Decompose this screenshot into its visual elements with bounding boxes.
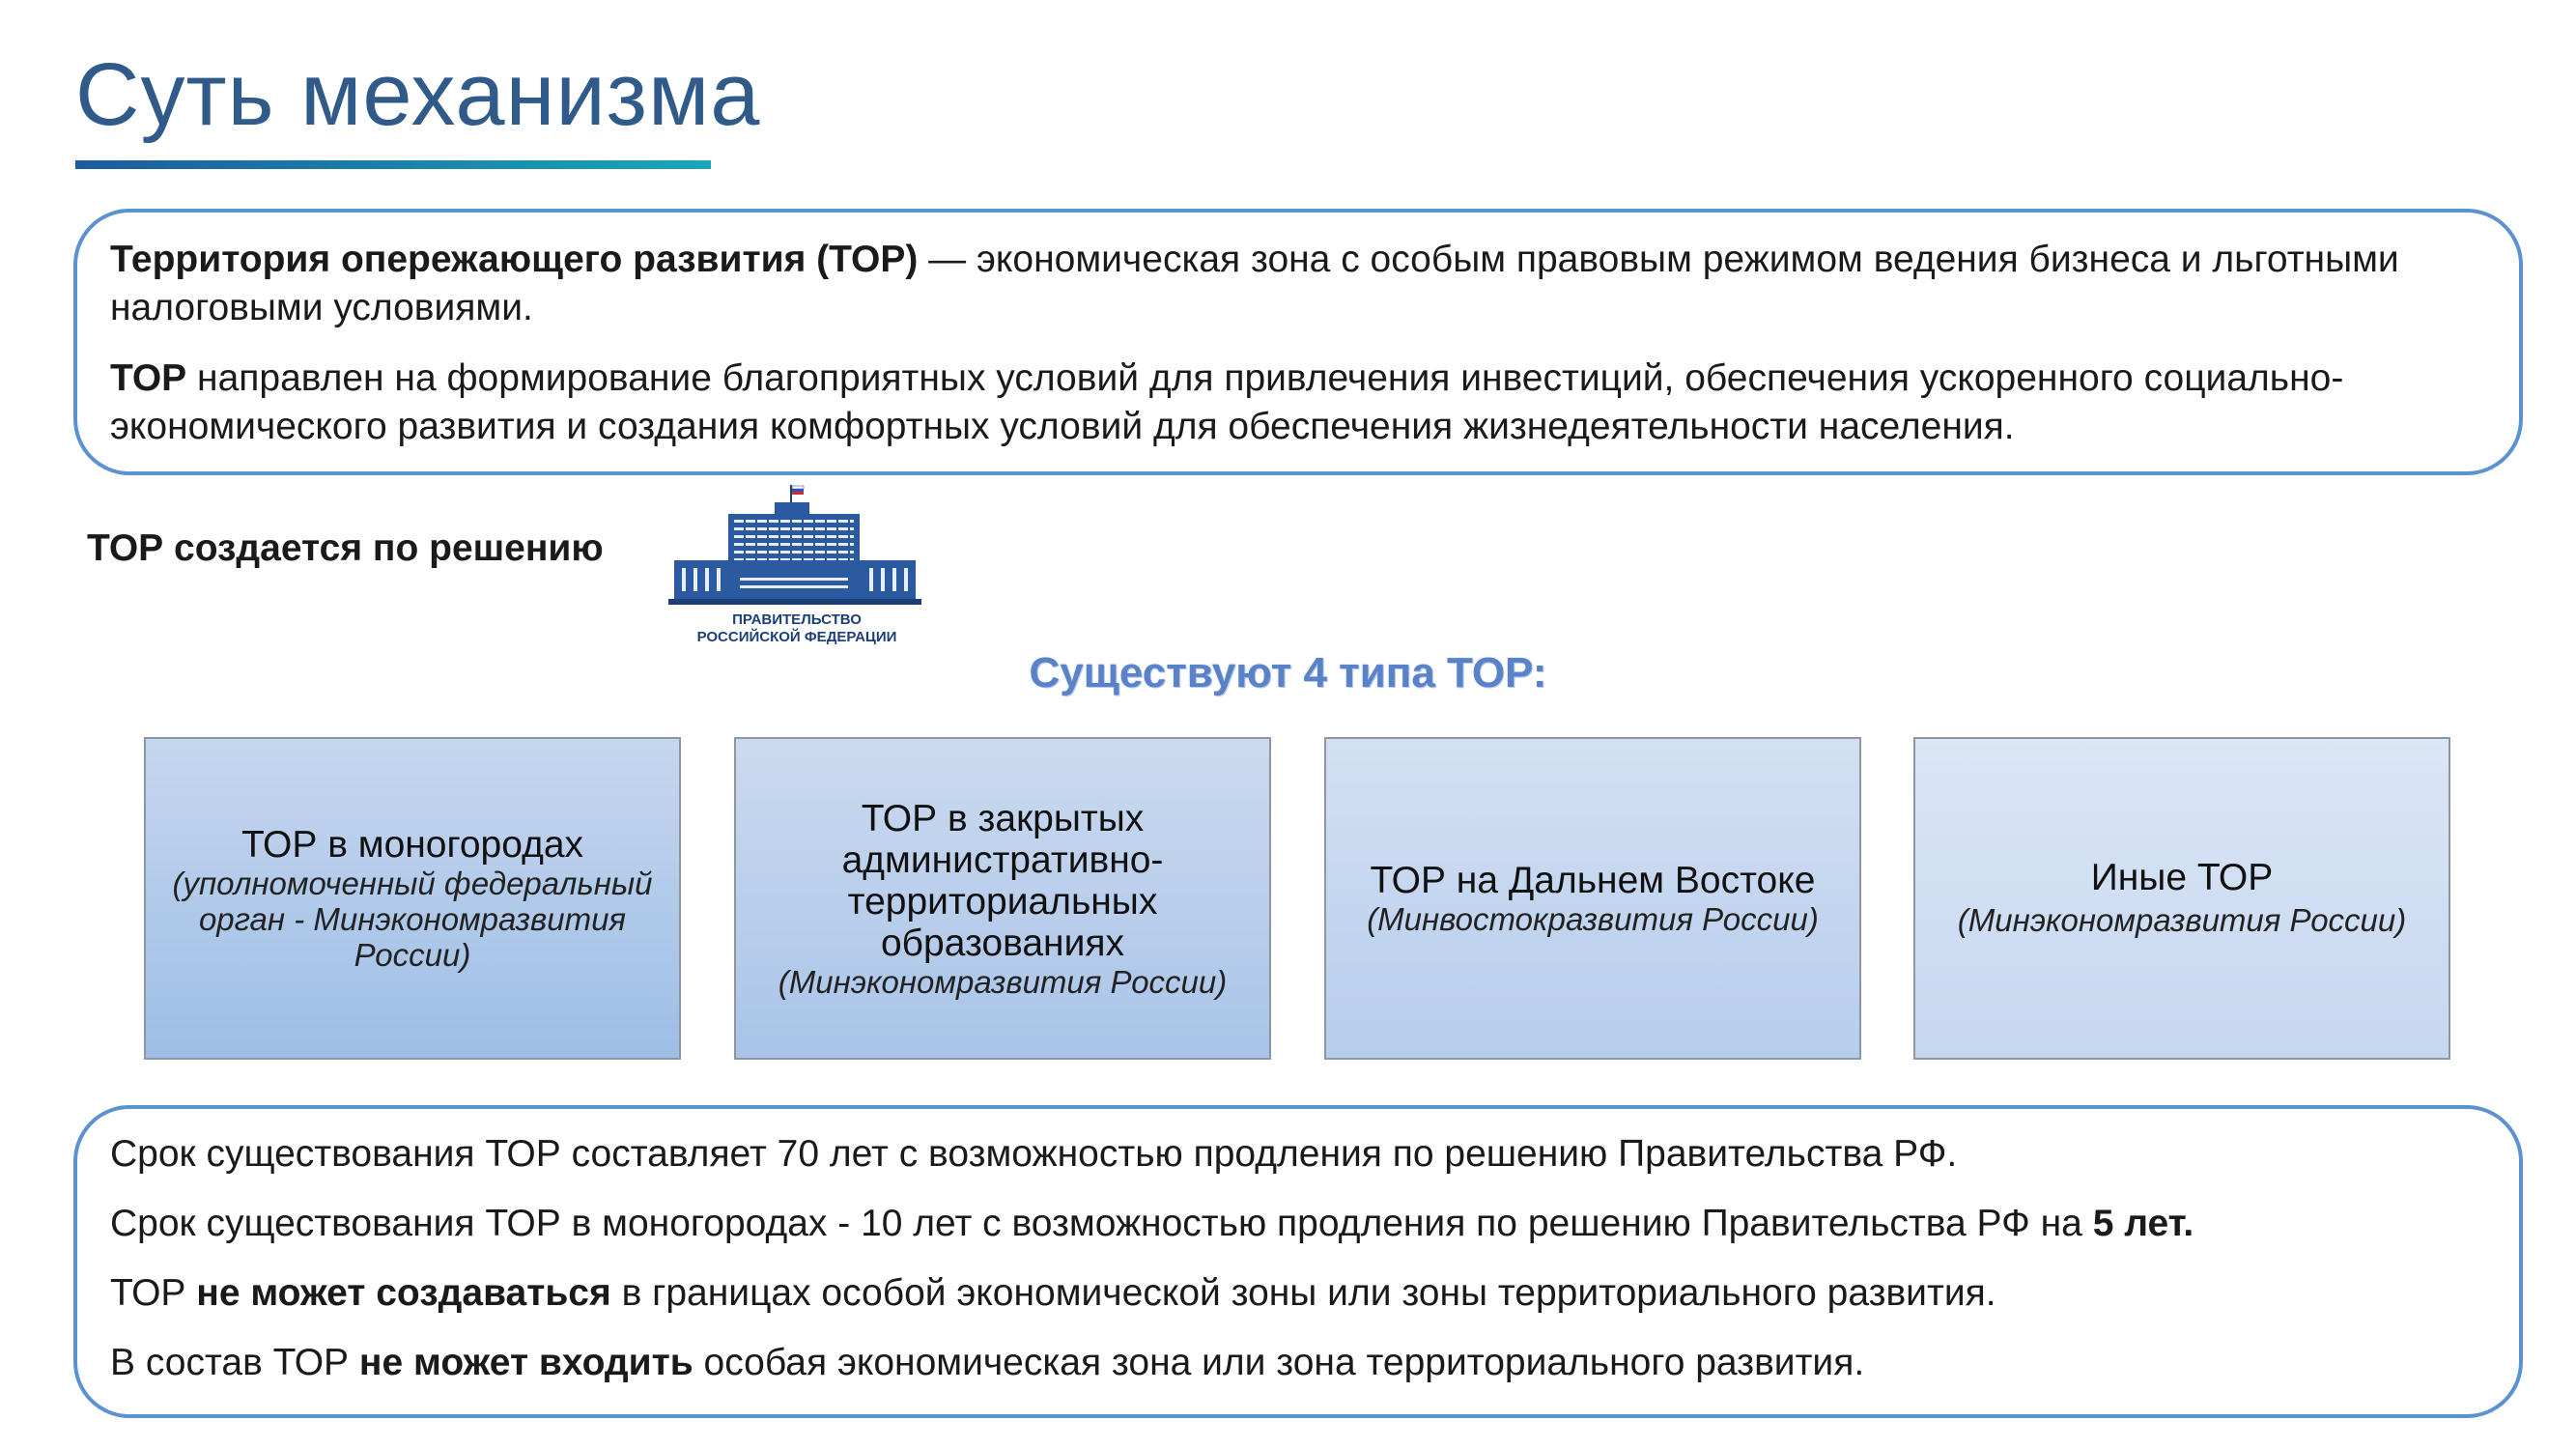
fact-monotown-bold: 5 лет. xyxy=(2092,1203,2194,1244)
definition-term: Территория опережающего развития (ТОР) xyxy=(110,239,919,280)
goal-paragraph xyxy=(110,355,2486,451)
logo-line-1: ПРАВИТЕЛЬСТВО xyxy=(732,611,862,628)
definition-box xyxy=(73,209,2523,475)
fact-monotown-term xyxy=(110,1200,2486,1248)
type-card-authority: (Минвостокразвития России) xyxy=(1367,901,1819,937)
fact-restriction-2-pre: В состав ТОР xyxy=(110,1342,359,1383)
definition-text: — экономическая зона с особым правовым режимом ведения бизнеса и льготными налоговыми условиями. xyxy=(110,239,2399,328)
fact-monotown-text: Срок существования ТОР в моногородах - 10 лет с возможностью продления по решению Правительства РФ на xyxy=(110,1203,2093,1244)
fact-restriction-1 xyxy=(110,1269,2486,1318)
fact-restriction-2-bold: не может входить xyxy=(358,1342,694,1383)
government-logo-caption xyxy=(657,611,937,646)
type-card-other xyxy=(1913,737,2450,1060)
type-card-title: ТОР в закрытых административно-территориальных образованиях xyxy=(841,797,1164,964)
type-card-text xyxy=(1929,857,2435,940)
type-card-far-east xyxy=(1324,737,1861,1060)
type-card-title: Иные ТОР xyxy=(2090,857,2274,898)
type-card-authority: (Минэкономразвития России) xyxy=(778,963,1228,1000)
fact-restriction-2-post: особая экономическая зона или зона территориального развития. xyxy=(693,1342,1865,1383)
fact-restriction-1-pre: ТОР xyxy=(110,1272,197,1314)
type-card-title: ТОР на Дальнем Востоке xyxy=(1370,860,1816,901)
type-card-authority: (Минэкономразвития России) xyxy=(1957,902,2407,938)
page-title: Суть механизма xyxy=(75,45,761,144)
fact-term: Срок существования ТОР составляет 70 лет с возможностью продления по решению Правительства РФ. xyxy=(110,1133,1958,1175)
goal-term: ТОР xyxy=(110,357,187,399)
fact-restriction-1-post: в границах особой экономической зоны или зоны территориального развития. xyxy=(610,1272,1996,1314)
title-underline xyxy=(75,160,711,169)
facts-box xyxy=(73,1105,2523,1418)
type-card-authority: (уполномоченный федеральный орган - Минэкономразвития России) xyxy=(172,866,653,973)
type-card-zato xyxy=(734,737,1271,1060)
goal-text: направлен на формирование благоприятных условий для привлечения инвестиций, обеспечения ускоренного социально-экономического развития и создания комфортных условий для обеспечения жизнедеятельности населения. xyxy=(110,357,2344,447)
fact-restriction-2 xyxy=(110,1339,2486,1387)
creation-label: ТОР создается по решению xyxy=(87,527,604,569)
types-heading: Существуют 4 типа ТОР: xyxy=(1029,649,1547,696)
logo-line-2: РОССИЙСКОЙ ФЕДЕРАЦИИ xyxy=(696,629,897,645)
type-card-monotowns xyxy=(144,737,681,1060)
type-card-title: ТОР в моногородах xyxy=(241,824,584,866)
definition-paragraph xyxy=(110,236,2486,332)
fact-restriction-1-bold: не может создаваться xyxy=(196,1272,611,1314)
